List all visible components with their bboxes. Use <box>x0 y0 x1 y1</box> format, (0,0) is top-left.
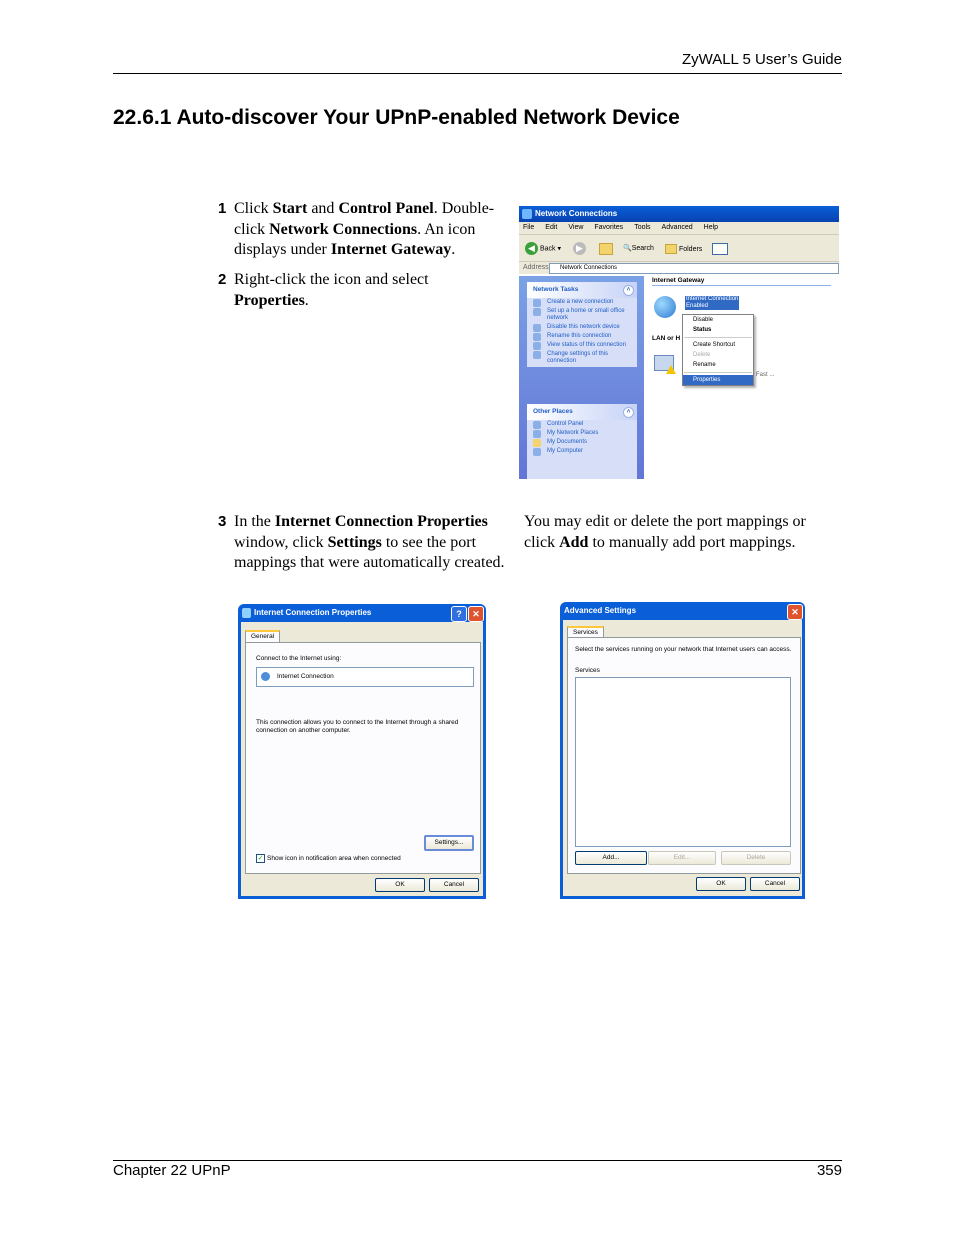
general-panel <box>245 642 481 874</box>
show-icon-label: Show icon in notification area when connected <box>267 855 401 863</box>
place-my-documents[interactable] <box>527 438 637 447</box>
menu-help[interactable]: Help <box>703 224 719 231</box>
connections-view <box>644 276 839 479</box>
search-icon: 🔍 <box>623 245 632 252</box>
control-panel-icon <box>533 421 541 429</box>
step-1-control-panel: Control Panel <box>338 200 434 217</box>
address-value: Network Connections <box>560 265 618 271</box>
warning-icon <box>666 365 676 374</box>
connection-value: Internet Connection <box>277 673 334 680</box>
back-label: Back <box>539 245 556 253</box>
task-label: View status of this connection <box>547 342 626 348</box>
section-title: 22.6.1 Auto-discover Your UPnP-enabled Network Device <box>113 106 680 129</box>
step-3-number: 3 <box>218 513 227 530</box>
tab-general[interactable] <box>245 630 280 642</box>
dropdown-arrow-icon: ▾ <box>557 245 561 253</box>
address-label: Address <box>523 264 549 271</box>
other-places-title: Other Places <box>533 408 573 415</box>
menu-view[interactable]: View <box>568 224 584 231</box>
services-label: Services <box>575 667 600 674</box>
connect-label: Connect to the Internet using: <box>256 655 342 662</box>
show-icon-checkbox[interactable] <box>256 854 401 863</box>
services-list[interactable] <box>575 677 791 847</box>
folders-label: Folders <box>678 245 703 253</box>
globe-icon <box>654 296 676 318</box>
address-input[interactable] <box>549 263 839 274</box>
collapse-icon[interactable]: ˄ <box>623 285 634 296</box>
services-description: Select the services running on your network that Internet users can access. <box>575 646 792 653</box>
status-icon <box>533 342 541 350</box>
adv-title: Advanced Settings <box>564 606 637 615</box>
connection-description: This connection allows you to connect to the Internet through a shared connection on another computer. <box>256 719 459 734</box>
other-places-header[interactable] <box>527 404 637 420</box>
task-rename[interactable] <box>527 332 637 341</box>
step-1 <box>218 199 514 261</box>
step-3-text: to see the port mappings that were automatically created. <box>234 533 505 571</box>
task-home-network[interactable] <box>527 307 637 323</box>
checkmark-icon: ✓ <box>257 855 264 862</box>
task-label: Rename this connection <box>547 333 612 339</box>
step-3-note-add: Add <box>559 533 589 551</box>
network-tasks-title: Network Tasks <box>533 286 579 293</box>
network-connections-window <box>519 206 839 479</box>
context-label: Status <box>693 327 712 333</box>
task-change-settings[interactable] <box>527 350 637 366</box>
icp-body <box>241 622 483 896</box>
nc-title: Network Connections <box>535 209 618 218</box>
task-label: Change settings of this connection <box>547 351 609 364</box>
icp-title: Internet Connection Properties <box>254 608 372 617</box>
task-disable-device[interactable] <box>527 323 637 332</box>
views-button[interactable] <box>712 243 728 255</box>
step-1-start: Start <box>272 200 308 217</box>
menu-tools[interactable]: Tools <box>634 224 651 231</box>
step-3-note-text: You may edit or delete the port mappings or click <box>524 513 806 551</box>
context-create-shortcut[interactable] <box>683 340 753 350</box>
step-2-text: . <box>304 291 309 309</box>
place-label: My Network Places <box>547 430 599 436</box>
place-label: Control Panel <box>547 421 584 427</box>
close-button[interactable]: ✕ <box>468 606 484 622</box>
ok-button[interactable]: OK <box>375 878 425 892</box>
context-status[interactable] <box>683 325 753 335</box>
rename-icon <box>533 333 541 341</box>
nc-titlebar <box>519 206 839 222</box>
context-separator <box>684 372 752 373</box>
footer-page-number: 359 <box>816 1162 842 1179</box>
step-1-text: . <box>451 241 456 258</box>
connection-field[interactable] <box>256 667 474 687</box>
help-button[interactable]: ? <box>451 606 467 622</box>
back-arrow-icon: ◀ <box>525 242 538 255</box>
icp-dialog <box>238 604 486 899</box>
icp-titlebar <box>238 604 486 622</box>
adv-body <box>563 620 802 896</box>
place-my-computer[interactable] <box>527 447 637 456</box>
step-1-internet-gateway: Internet Gateway <box>330 241 452 258</box>
context-menu <box>682 314 754 386</box>
context-separator <box>684 337 752 338</box>
step-1-text: . An icon displays under <box>234 220 476 258</box>
context-label: Rename <box>693 362 716 368</box>
group-internet-gateway <box>652 277 831 286</box>
step-3-icp: Internet Connection Properties <box>274 513 488 530</box>
lan-suffix: Fast ... <box>756 372 775 378</box>
place-label: My Computer <box>547 448 584 454</box>
step-2-text: Right-click the icon and select <box>234 271 429 288</box>
step-2 <box>218 270 494 311</box>
context-properties[interactable] <box>683 375 753 385</box>
folders-button[interactable] <box>665 244 702 254</box>
group-lan <box>652 335 680 342</box>
context-label: Delete <box>693 352 711 358</box>
step-1-text: and <box>307 200 339 217</box>
menu-advanced[interactable]: Advanced <box>661 224 693 231</box>
task-create-connection[interactable] <box>527 298 637 307</box>
services-panel <box>567 637 801 874</box>
disable-icon <box>533 324 541 332</box>
place-control-panel[interactable] <box>527 420 637 429</box>
wizard-icon <box>533 299 541 307</box>
network-tasks-header[interactable] <box>527 282 637 298</box>
context-label: Create Shortcut <box>693 342 736 348</box>
other-places-panel <box>527 404 637 479</box>
step-1-text: Click <box>234 200 273 217</box>
group-lan-label: LAN or H <box>652 335 681 342</box>
settings-icon <box>533 351 541 359</box>
menu-favorites[interactable]: Favorites <box>594 224 624 231</box>
step-3-settings: Settings <box>327 533 382 551</box>
documents-icon <box>533 439 541 447</box>
internet-connection-label <box>685 296 739 310</box>
context-label: Properties <box>693 377 721 383</box>
footer-rule <box>113 1160 842 1161</box>
folder-icon <box>665 244 677 254</box>
connection-icon <box>261 672 270 681</box>
forward-button[interactable]: ▶ <box>573 242 586 255</box>
task-view-status[interactable] <box>527 341 637 350</box>
tab-general-label: General <box>251 633 275 640</box>
nc-menubar <box>519 222 839 235</box>
step-2-properties: Properties <box>234 291 305 309</box>
settings-button[interactable]: Settings... <box>424 835 474 851</box>
footer-chapter: Chapter 22 UPnP <box>113 1162 231 1179</box>
lan-adapter-label <box>756 372 774 378</box>
search-label: Search <box>631 245 654 252</box>
computer-icon <box>533 448 541 456</box>
step-1-network-connections: Network Connections <box>269 220 418 238</box>
cancel-button[interactable]: Cancel <box>750 877 800 891</box>
address-bar <box>519 262 839 274</box>
back-button[interactable] <box>525 242 561 255</box>
connection-status: Enabled <box>686 303 709 309</box>
network-places-icon <box>533 430 541 438</box>
step-3-note <box>524 512 834 553</box>
task-label: Create a new connection <box>547 299 614 305</box>
guide-title: ZyWALL 5 User’s Guide <box>681 51 842 68</box>
network-tasks-panel <box>527 282 637 367</box>
delete-button[interactable]: Delete <box>721 851 791 865</box>
connection-name: Internet Connection <box>686 296 739 302</box>
tab-services-label: Services <box>573 629 598 636</box>
menu-edit[interactable]: Edit <box>545 224 558 231</box>
up-folder-icon[interactable] <box>599 243 613 255</box>
task-label: Set up a home or small office network <box>547 308 625 321</box>
search-button[interactable] <box>623 244 654 252</box>
group-gateway-label: Internet Gateway <box>652 277 705 284</box>
adv-titlebar <box>560 602 805 620</box>
task-label: Disable this network device <box>547 324 620 330</box>
home-network-icon <box>533 308 541 316</box>
edit-button[interactable]: Edit... <box>648 851 716 865</box>
ok-button[interactable]: OK <box>696 877 746 891</box>
add-button[interactable]: Add... <box>575 851 647 865</box>
place-my-network-places[interactable] <box>527 429 637 438</box>
context-disable[interactable] <box>683 315 753 325</box>
collapse-icon[interactable]: ˄ <box>623 407 634 418</box>
nc-toolbar <box>519 235 839 262</box>
context-rename[interactable] <box>683 360 753 370</box>
header-rule <box>113 73 842 74</box>
step-3-note-text: to manually add port mappings. <box>588 533 796 551</box>
network-icon <box>522 209 532 219</box>
advanced-settings-dialog <box>560 602 805 899</box>
close-button[interactable]: ✕ <box>787 604 803 620</box>
menu-file[interactable]: File <box>523 224 535 231</box>
task-pane <box>519 276 644 479</box>
connection-icon <box>242 608 251 618</box>
step-1-text: . Double-click <box>234 200 495 238</box>
step-3-text: window, click <box>234 533 328 551</box>
context-label: Disable <box>693 317 714 323</box>
cancel-button[interactable]: Cancel <box>429 878 479 892</box>
step-1-number: 1 <box>218 200 227 217</box>
context-delete[interactable] <box>683 350 753 360</box>
step-3 <box>218 512 514 574</box>
step-2-number: 2 <box>218 271 227 288</box>
place-label: My Documents <box>547 439 588 445</box>
step-3-text: In the <box>234 513 275 530</box>
